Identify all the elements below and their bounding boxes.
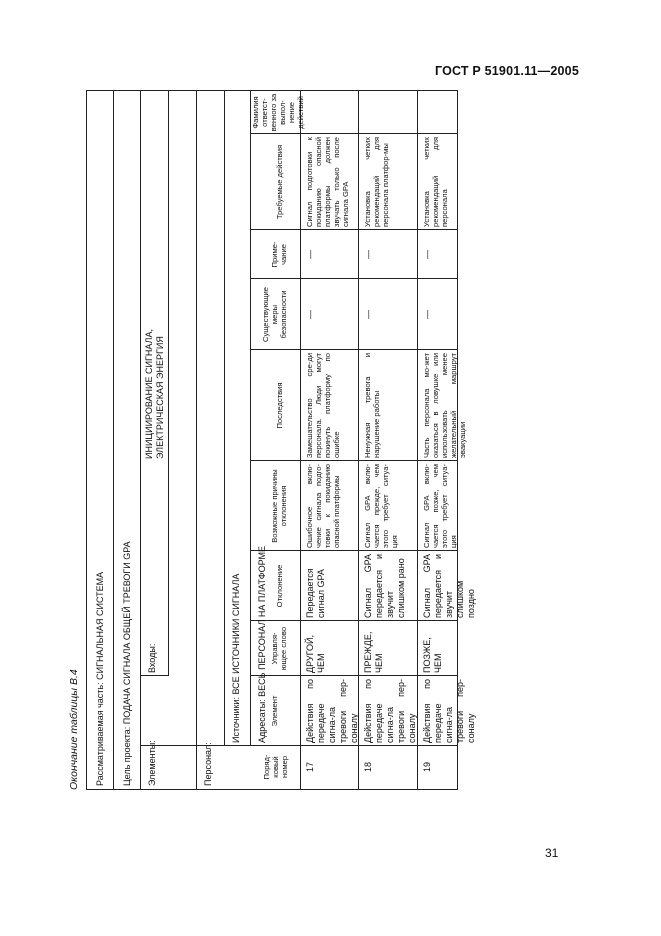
inputs-label: Входы: [147,643,157,673]
col-header-num: Поряд-ковый номер [262,754,289,780]
row-note: — [363,250,373,259]
personnel-label: Персонал: [203,742,213,786]
row-num: 19 [422,762,432,773]
row-element: Действия по передаче сигна-ла тревоги пер-соналу [422,679,476,743]
row-guide: ПРЕЖДЕ, ЧЕМ [363,631,384,673]
row-consequences: Ненужная тревога и нарушение работы [363,353,381,458]
row-actions: Установка четких рекомендаций для персонала платфор-мы [363,137,390,227]
row-element: Действия по передаче сигна-ла тревоги пер-соналу [363,679,417,743]
row-guide: ПОЗЖЕ, ЧЕМ [422,637,443,673]
row-num: 18 [363,762,373,773]
standard-code: ГОСТ Р 51901.11—2005 [434,64,579,78]
table-continuation-label: Окончание таблицы В.4 [68,669,80,790]
row-note: — [422,250,432,259]
hazop-table [86,90,476,790]
row-deviation: Передается сигнал GPA [305,568,326,618]
row-causes: Сигнал GPA вклю-чается прежде, чем этого требует ситуа-ция [363,464,399,548]
project-goal: Цель проекта: ПОДАЧА СИГНАЛА ОБЩЕЙ ТРЕВОГИ GPA [122,541,132,786]
row-consequences: Замешательство сре-ди персонала. Люди могут покинуть платформу по ошибке [305,353,341,458]
sources-line: Источники: ВСЕ ИСТОЧНИКИ СИГНАЛА [231,573,241,743]
row-causes: Сигнал GPA вклю-чается позже, чем этого требует ситуа-ция [422,464,458,548]
row-causes: Ошибочное вклю-чение сигнала подго-товки к покиданию опасной платформы [305,464,341,548]
row-num: 17 [305,762,315,773]
col-header-note: Приме-чание [270,241,288,268]
col-header-guide: Управля-ющее слово [270,626,288,671]
col-header-consequences: Последствия [275,382,284,429]
inputs-value: ИНИЦИИРОВАНИЕ СИГНАЛА, ЭЛЕКТРИЧЕСКАЯ ЭНЕРГИЯ [144,329,165,459]
col-header-causes: Возможные причины отклонения [270,469,288,543]
recipients-line: Адресаты: ВЕСЬ ПЕРСОНАЛ НА ПЛАТФОРМЕ [257,546,267,743]
row-safety: — [422,310,432,319]
row-element: Действия по передаче сигна-ла тревоги пер-соналу [305,679,359,743]
row-safety: — [305,310,315,319]
row-note: — [305,250,315,259]
page-number: 31 [545,846,559,860]
rotated-table-area [62,90,476,790]
row-actions: Сигнал подготовки к покиданию опасной платформы должен звучать только после сигнала GPA [305,137,350,227]
col-header-deviation: Отклонение [275,564,284,608]
row-deviation: Сигнал GPA передается и звучит слишком поздно [422,554,476,618]
row-guide: ДРУГОЙ, ЧЕМ [305,635,326,673]
row-consequences: Часть персонала мо-жет оказаться в ловушке или использовать менее желательный маршрут эвакуации [422,353,467,458]
col-header-actions: Требуемые действия [275,144,284,220]
col-header-safety: Существующие меры безопасности [261,287,288,343]
col-header-responsible: Фамилия ответст-венного за выпол-нение действий [251,93,305,132]
considered-part: Рассматриваемая часть: СИГНАЛЬНАЯ СИСТЕМА [95,571,105,786]
row-safety: — [363,310,373,319]
col-header-element: Элемент [270,695,279,727]
elements-label: Элементы: [147,740,157,786]
row-actions: Установка четких рекомендаций для персонала [422,137,449,227]
row-deviation: Сигнал GPA передается и звучит слишком рано [363,554,406,618]
